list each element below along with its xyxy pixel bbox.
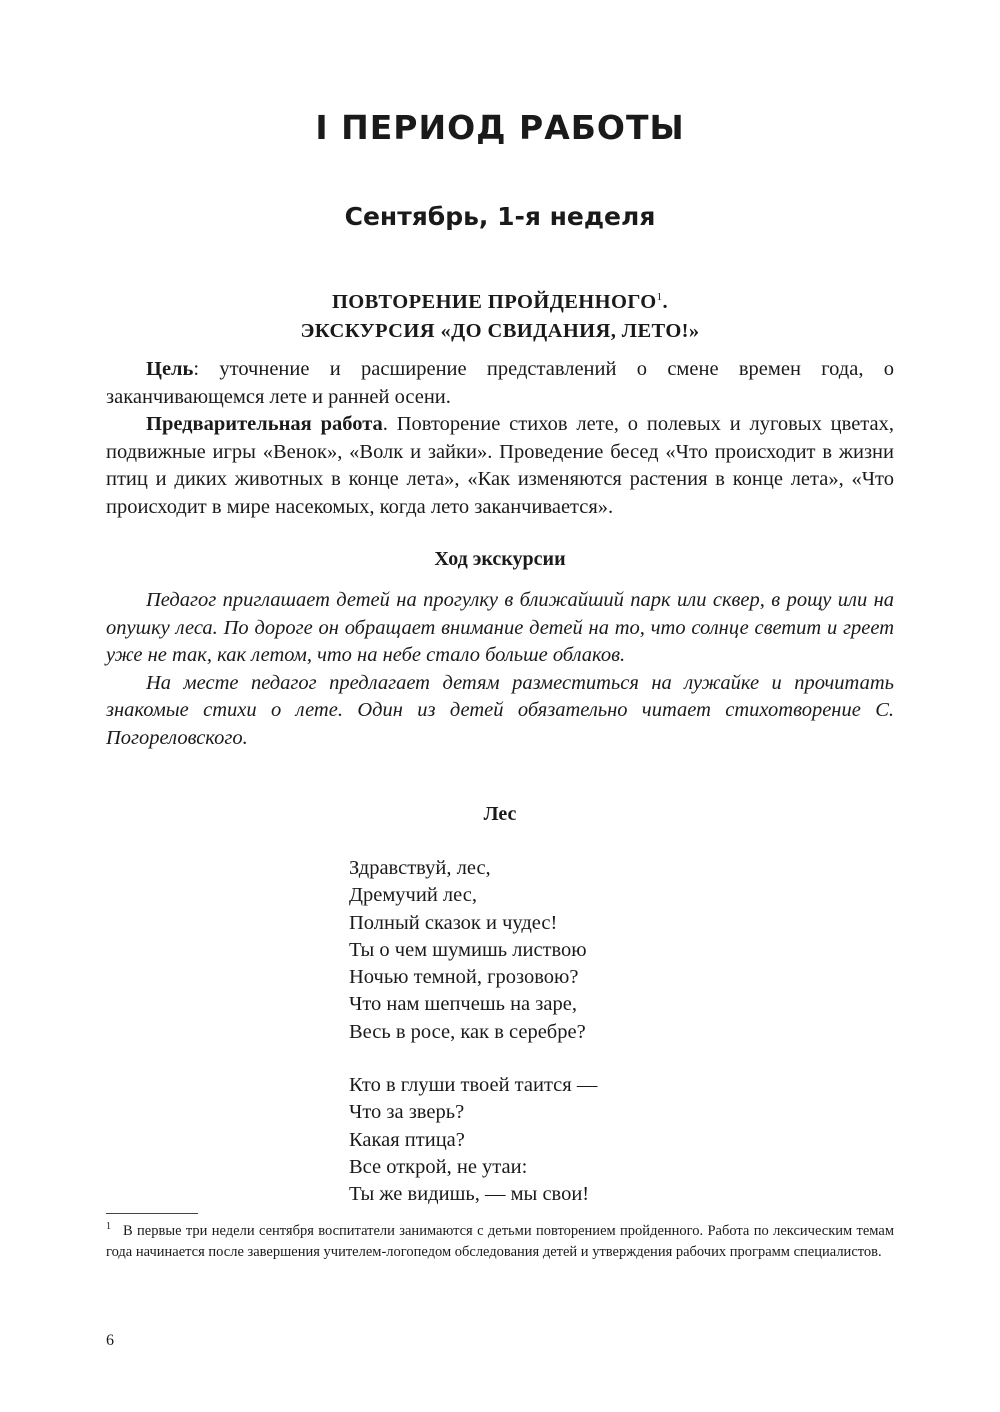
week-heading: Сентябрь, 1-я неделя: [344, 202, 656, 231]
footnote-reference: 1: [656, 291, 663, 304]
lesson-title-line1-end: .: [662, 291, 669, 313]
footnote-text: В первые три недели сентября воспитатели занимаются с детьми повторением пройденного. Работа по лексическим темам года начинается после завершения учителем-логопедом обследования детей и утверждения рабочих программ специалистов.: [106, 1223, 894, 1260]
goal-paragraph: [106, 356, 894, 411]
poem-line: Ты же видишь, — мы свои!: [349, 1183, 590, 1206]
excursion-paragraph: Педагог приглашает детей на прогулку в ближайший парк или сквер, в рощу или на опушку леса. По дороге он обращает внимание детей на то, что солнце светит и греет уже не так, как летом, что на небе стало больше облаков.: [106, 589, 894, 666]
preparation-paragraph: [106, 411, 894, 521]
footnote: [106, 1221, 894, 1262]
poem-line: Все открой, не утаи:: [349, 1155, 528, 1178]
poem: [349, 855, 749, 1209]
page-number: 6: [106, 1332, 114, 1349]
footnote-divider: [106, 1213, 198, 1214]
preparation-text: . Повторение стихов лете, о полевых и луговых цветах, подвижные игры «Венок», «Волк и зайки». Проведение бесед «Что происходит в жизни птиц и диких животных в конце лета», «Как изменяются растения в конце лета», «Что происходит в мире насекомых, когда лето заканчивается».: [106, 413, 894, 518]
poem-line: Дремучий лес,: [349, 884, 477, 907]
stanza-break: [349, 1046, 749, 1072]
excursion-paragraph: На месте педагог предлагает детям разместиться на лужайке и прочитать знакомые стихи о лете. Один из детей обязательно читает стихотворение С. Погореловского.: [106, 671, 894, 749]
excursion-section: [106, 587, 894, 752]
lesson-title: [0, 288, 1000, 346]
excursion-heading: Ход экскурсии: [434, 548, 566, 570]
goal-label: Цель: [146, 358, 194, 380]
poem-line: Какая птица?: [349, 1128, 465, 1151]
poem-line: Кто в глуши твоей таится —: [349, 1074, 598, 1097]
period-heading: I ПЕРИОД РАБОТЫ: [315, 108, 685, 147]
poem-line: Что за зверь?: [349, 1101, 465, 1124]
intro-section: [106, 356, 894, 521]
lesson-title-line2: ЭКСКУРСИЯ «ДО СВИДАНИЯ, ЛЕТО!»: [300, 320, 700, 342]
poem-line: Полный сказок и чудес!: [349, 911, 558, 934]
footnote-mark: 1: [106, 1221, 111, 1233]
poem-line: Ночью темной, грозовою?: [349, 966, 579, 989]
lesson-title-line1: ПОВТОРЕНИЕ ПРОЙДЕННОГО: [331, 291, 657, 313]
poem-line: Весь в росе, как в серебре?: [349, 1020, 586, 1043]
poem-title: Лес: [483, 803, 517, 825]
preparation-label: Предварительная работа: [146, 413, 383, 435]
goal-text: : уточнение и расширение представлений о смене времен года, о заканчивающемся лете и ранней осени.: [106, 358, 894, 408]
poem-line: Здравствуй, лес,: [349, 857, 491, 879]
poem-line: Ты о чем шумишь листвою: [349, 938, 587, 961]
poem-line: Что нам шепчешь на заре,: [349, 993, 577, 1016]
